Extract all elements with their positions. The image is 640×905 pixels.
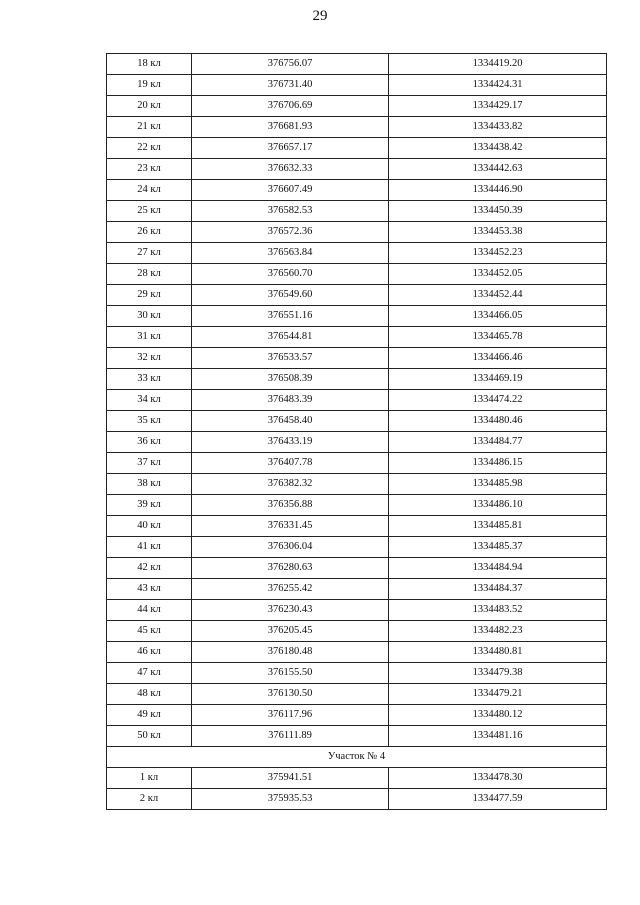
section-title: Участок № 4 <box>107 747 607 768</box>
x-coordinate-cell: 376155.50 <box>192 663 389 684</box>
y-coordinate-cell: 1334452.44 <box>389 285 607 306</box>
x-coordinate-cell: 376657.17 <box>192 138 389 159</box>
table-row <box>107 54 607 75</box>
x-coordinate-cell: 376563.84 <box>192 243 389 264</box>
point-label-cell: 50 кл <box>107 726 192 747</box>
y-coordinate-cell: 1334483.52 <box>389 600 607 621</box>
y-coordinate-cell: 1334433.82 <box>389 117 607 138</box>
point-label-cell: 21 кл <box>107 117 192 138</box>
x-coordinate-cell: 376508.39 <box>192 369 389 390</box>
table-row <box>107 516 607 537</box>
y-coordinate-cell: 1334419.20 <box>389 54 607 75</box>
point-label-cell: 45 кл <box>107 621 192 642</box>
table-row <box>107 75 607 96</box>
point-label-cell: 23 кл <box>107 159 192 180</box>
y-coordinate-cell: 1334438.42 <box>389 138 607 159</box>
y-coordinate-cell: 1334486.15 <box>389 453 607 474</box>
x-coordinate-cell: 376551.16 <box>192 306 389 327</box>
x-coordinate-cell: 376117.96 <box>192 705 389 726</box>
x-coordinate-cell: 376130.50 <box>192 684 389 705</box>
point-label-cell: 46 кл <box>107 642 192 663</box>
y-coordinate-cell: 1334480.46 <box>389 411 607 432</box>
point-label-cell: 47 кл <box>107 663 192 684</box>
x-coordinate-cell: 375941.51 <box>192 768 389 789</box>
y-coordinate-cell: 1334424.31 <box>389 75 607 96</box>
y-coordinate-cell: 1334446.90 <box>389 180 607 201</box>
table-row <box>107 579 607 600</box>
point-label-cell: 18 кл <box>107 54 192 75</box>
y-coordinate-cell: 1334479.21 <box>389 684 607 705</box>
y-coordinate-cell: 1334477.59 <box>389 789 607 810</box>
point-label-cell: 36 кл <box>107 432 192 453</box>
point-label-cell: 2 кл <box>107 789 192 810</box>
x-coordinate-cell: 376560.70 <box>192 264 389 285</box>
y-coordinate-cell: 1334474.22 <box>389 390 607 411</box>
x-coordinate-cell: 376607.49 <box>192 180 389 201</box>
point-label-cell: 43 кл <box>107 579 192 600</box>
x-coordinate-cell: 376731.40 <box>192 75 389 96</box>
table-row <box>107 369 607 390</box>
table-row <box>107 684 607 705</box>
y-coordinate-cell: 1334481.16 <box>389 726 607 747</box>
point-label-cell: 35 кл <box>107 411 192 432</box>
point-label-cell: 30 кл <box>107 306 192 327</box>
point-label-cell: 44 кл <box>107 600 192 621</box>
y-coordinate-cell: 1334485.98 <box>389 474 607 495</box>
point-label-cell: 24 кл <box>107 180 192 201</box>
x-coordinate-cell: 376706.69 <box>192 96 389 117</box>
y-coordinate-cell: 1334480.12 <box>389 705 607 726</box>
y-coordinate-cell: 1334484.37 <box>389 579 607 600</box>
x-coordinate-cell: 376280.63 <box>192 558 389 579</box>
point-label-cell: 40 кл <box>107 516 192 537</box>
point-label-cell: 25 кл <box>107 201 192 222</box>
point-label-cell: 26 кл <box>107 222 192 243</box>
x-coordinate-cell: 375935.53 <box>192 789 389 810</box>
table-row <box>107 432 607 453</box>
table-row <box>107 789 607 810</box>
page-number: 29 <box>312 8 328 24</box>
x-coordinate-cell: 376632.33 <box>192 159 389 180</box>
y-coordinate-cell: 1334469.19 <box>389 369 607 390</box>
x-coordinate-cell: 376756.07 <box>192 54 389 75</box>
coordinates-table-body <box>107 54 607 810</box>
x-coordinate-cell: 376572.36 <box>192 222 389 243</box>
table-row <box>107 222 607 243</box>
table-row <box>107 474 607 495</box>
x-coordinate-cell: 376458.40 <box>192 411 389 432</box>
y-coordinate-cell: 1334480.81 <box>389 642 607 663</box>
x-coordinate-cell: 376306.04 <box>192 537 389 558</box>
table-row <box>107 201 607 222</box>
x-coordinate-cell: 376255.42 <box>192 579 389 600</box>
point-label-cell: 38 кл <box>107 474 192 495</box>
table-row <box>107 768 607 789</box>
table-row <box>107 264 607 285</box>
point-label-cell: 1 кл <box>107 768 192 789</box>
table-row <box>107 705 607 726</box>
table-row <box>107 537 607 558</box>
point-label-cell: 37 кл <box>107 453 192 474</box>
table-row <box>107 642 607 663</box>
x-coordinate-cell: 376356.88 <box>192 495 389 516</box>
y-coordinate-cell: 1334442.63 <box>389 159 607 180</box>
point-label-cell: 29 кл <box>107 285 192 306</box>
y-coordinate-cell: 1334482.23 <box>389 621 607 642</box>
table-row <box>107 726 607 747</box>
y-coordinate-cell: 1334485.37 <box>389 537 607 558</box>
point-label-cell: 34 кл <box>107 390 192 411</box>
y-coordinate-cell: 1334479.38 <box>389 663 607 684</box>
x-coordinate-cell: 376549.60 <box>192 285 389 306</box>
table-row <box>107 138 607 159</box>
table-row <box>107 327 607 348</box>
x-coordinate-cell: 376582.53 <box>192 201 389 222</box>
x-coordinate-cell: 376544.81 <box>192 327 389 348</box>
x-coordinate-cell: 376533.57 <box>192 348 389 369</box>
point-label-cell: 33 кл <box>107 369 192 390</box>
table-row <box>107 495 607 516</box>
x-coordinate-cell: 376433.19 <box>192 432 389 453</box>
point-label-cell: 49 кл <box>107 705 192 726</box>
y-coordinate-cell: 1334484.94 <box>389 558 607 579</box>
point-label-cell: 28 кл <box>107 264 192 285</box>
table-row <box>107 600 607 621</box>
point-label-cell: 48 кл <box>107 684 192 705</box>
table-row <box>107 621 607 642</box>
table-row <box>107 411 607 432</box>
coordinates-table <box>106 53 607 810</box>
x-coordinate-cell: 376681.93 <box>192 117 389 138</box>
y-coordinate-cell: 1334484.77 <box>389 432 607 453</box>
y-coordinate-cell: 1334486.10 <box>389 495 607 516</box>
y-coordinate-cell: 1334485.81 <box>389 516 607 537</box>
table-row <box>107 390 607 411</box>
y-coordinate-cell: 1334453.38 <box>389 222 607 243</box>
section-row <box>107 747 607 768</box>
table-row <box>107 453 607 474</box>
table-row <box>107 96 607 117</box>
y-coordinate-cell: 1334429.17 <box>389 96 607 117</box>
table-row <box>107 180 607 201</box>
x-coordinate-cell: 376483.39 <box>192 390 389 411</box>
x-coordinate-cell: 376205.45 <box>192 621 389 642</box>
table-row <box>107 285 607 306</box>
y-coordinate-cell: 1334452.23 <box>389 243 607 264</box>
point-label-cell: 31 кл <box>107 327 192 348</box>
table-row <box>107 117 607 138</box>
point-label-cell: 39 кл <box>107 495 192 516</box>
point-label-cell: 32 кл <box>107 348 192 369</box>
point-label-cell: 27 кл <box>107 243 192 264</box>
table-row <box>107 663 607 684</box>
x-coordinate-cell: 376331.45 <box>192 516 389 537</box>
y-coordinate-cell: 1334478.30 <box>389 768 607 789</box>
y-coordinate-cell: 1334450.39 <box>389 201 607 222</box>
table-row <box>107 306 607 327</box>
x-coordinate-cell: 376382.32 <box>192 474 389 495</box>
point-label-cell: 20 кл <box>107 96 192 117</box>
y-coordinate-cell: 1334466.05 <box>389 306 607 327</box>
y-coordinate-cell: 1334452.05 <box>389 264 607 285</box>
table-row <box>107 558 607 579</box>
table-row <box>107 159 607 180</box>
x-coordinate-cell: 376180.48 <box>192 642 389 663</box>
x-coordinate-cell: 376111.89 <box>192 726 389 747</box>
table-row <box>107 348 607 369</box>
point-label-cell: 42 кл <box>107 558 192 579</box>
x-coordinate-cell: 376407.78 <box>192 453 389 474</box>
point-label-cell: 19 кл <box>107 75 192 96</box>
table-row <box>107 243 607 264</box>
x-coordinate-cell: 376230.43 <box>192 600 389 621</box>
point-label-cell: 41 кл <box>107 537 192 558</box>
point-label-cell: 22 кл <box>107 138 192 159</box>
y-coordinate-cell: 1334465.78 <box>389 327 607 348</box>
y-coordinate-cell: 1334466.46 <box>389 348 607 369</box>
